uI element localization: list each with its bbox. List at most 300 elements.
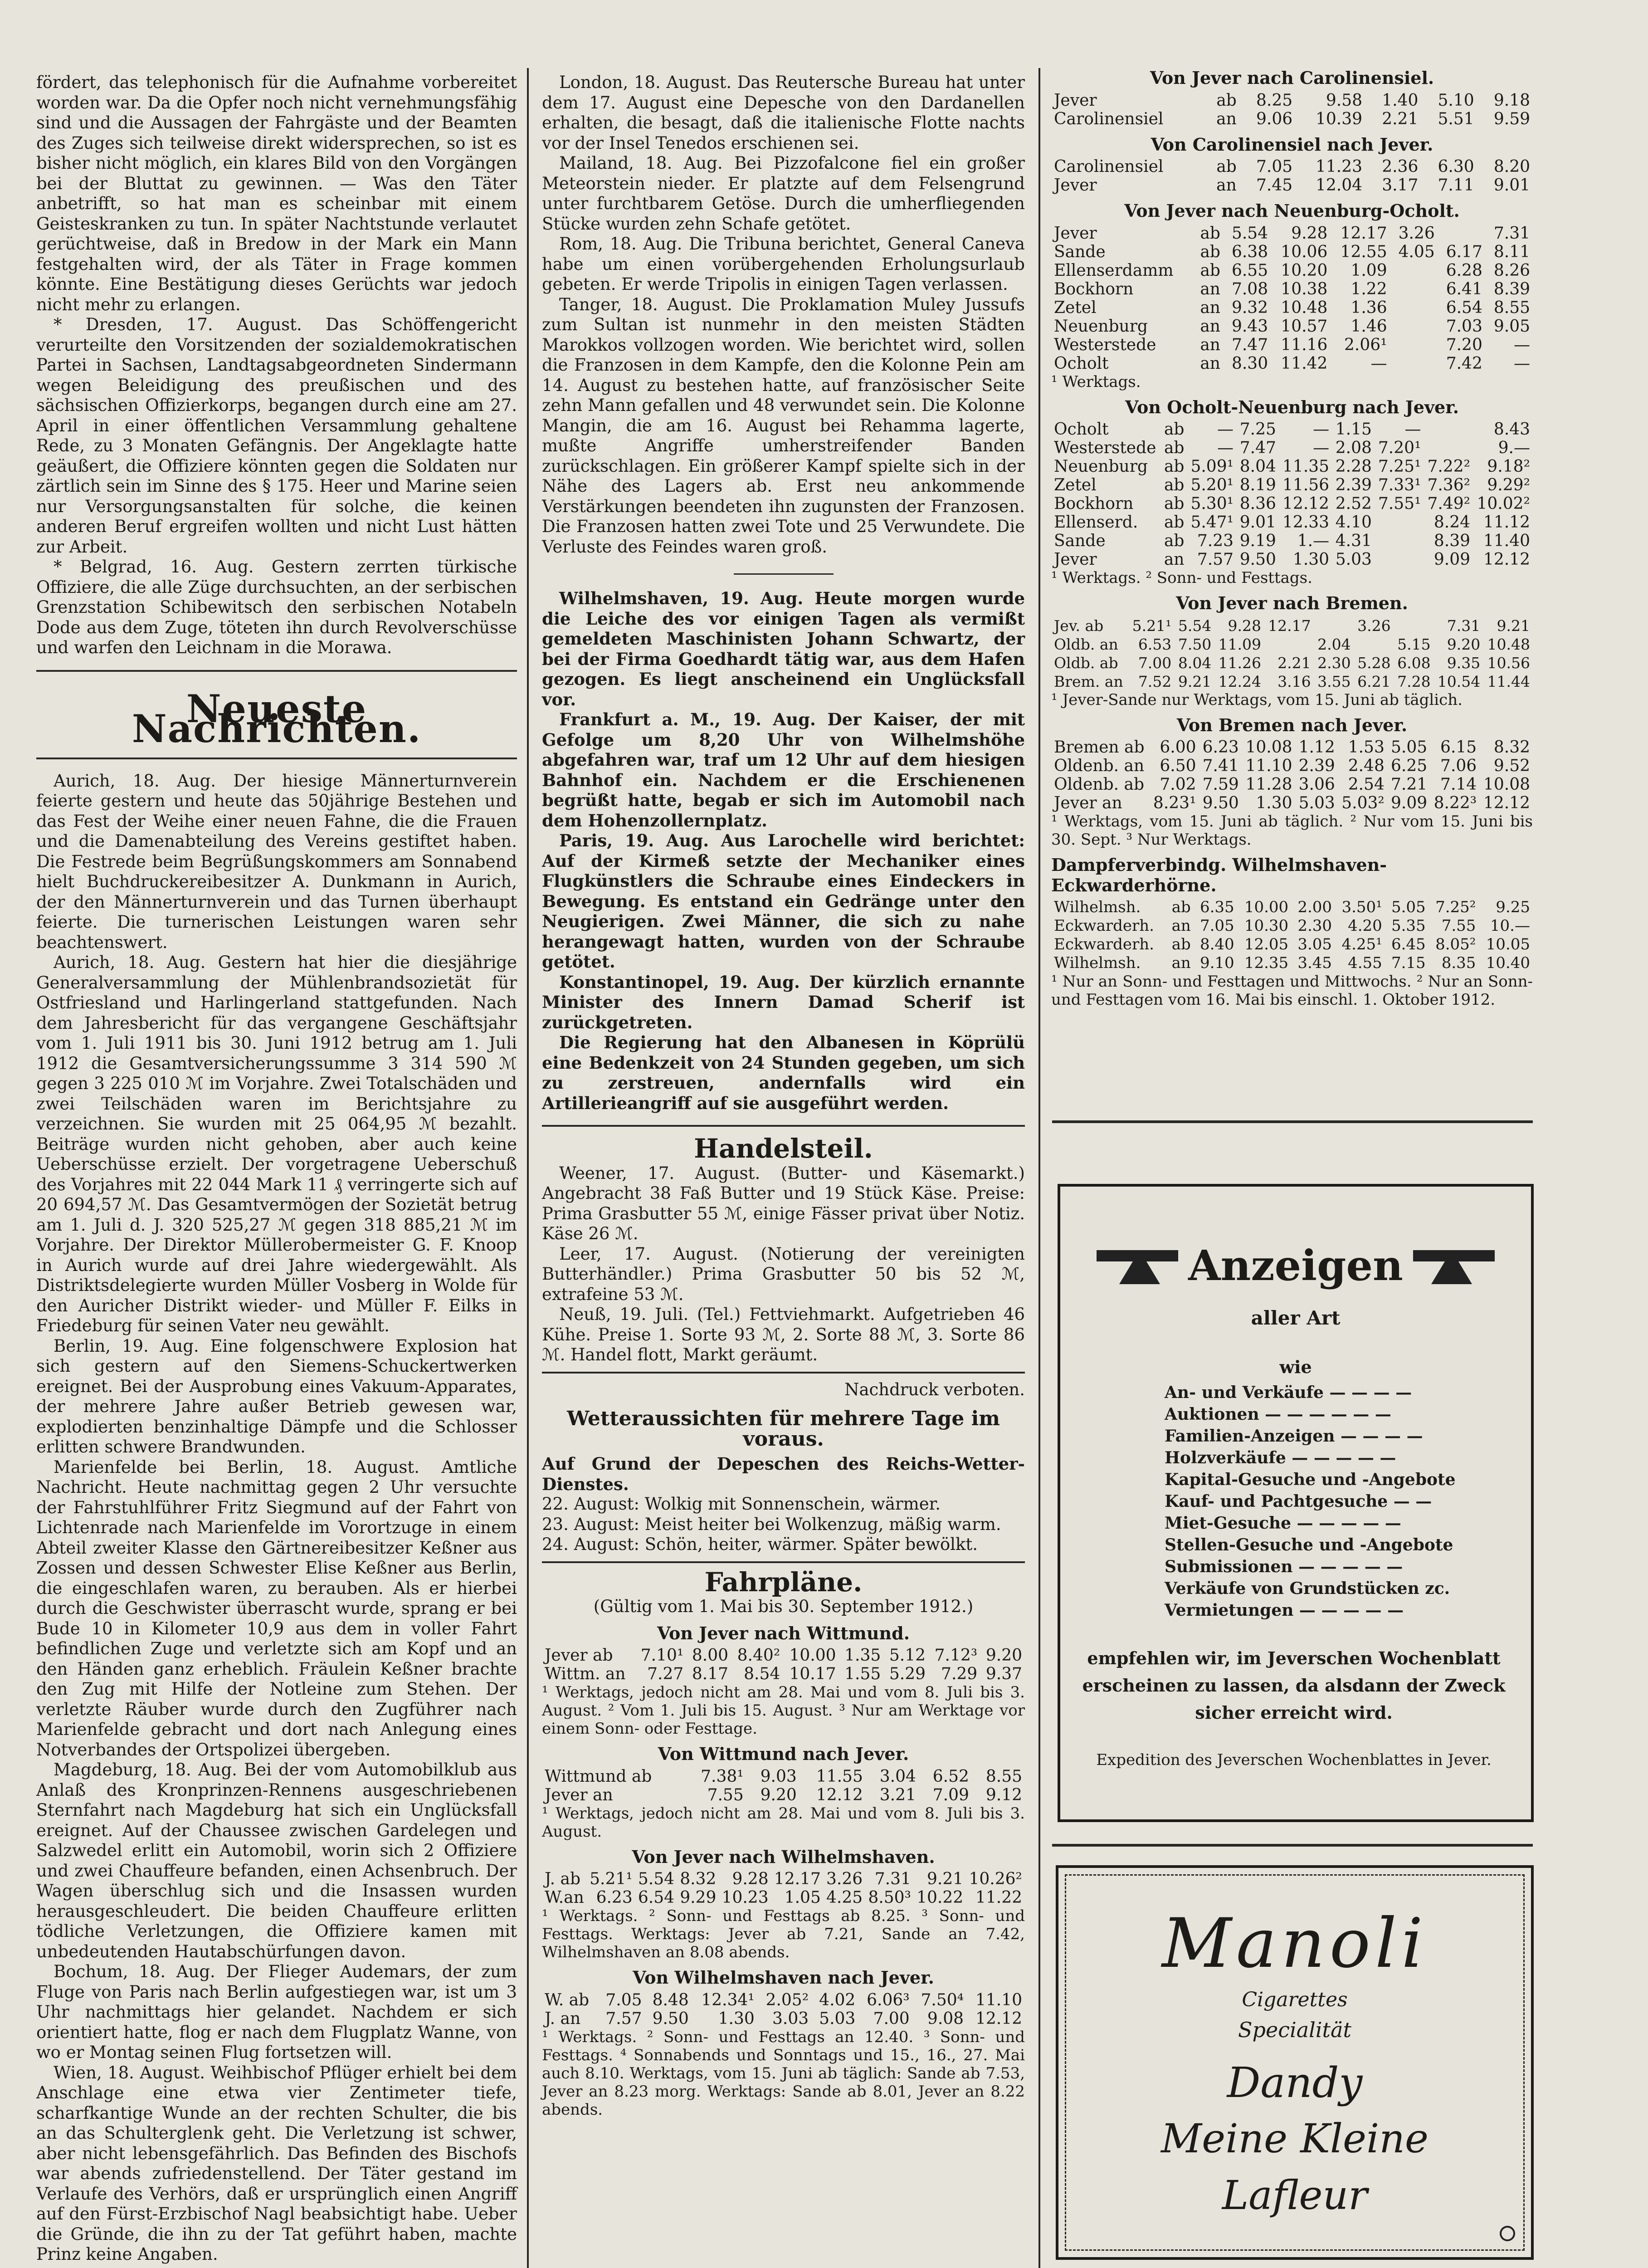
ad-publisher: Expedition des Jeverschen Wochenblattes in Jever. (1096, 1751, 1492, 1769)
timetable-row (1051, 494, 1533, 513)
time-cell: 12.34¹ (701, 1990, 755, 2009)
time-cell: 7.41 (1202, 757, 1239, 775)
ad-title: Anzeigen (1188, 1241, 1403, 1290)
time-cell: 12.17 (1340, 224, 1387, 243)
timetable-row (542, 1767, 1025, 1786)
time-cell: 10.05 (1486, 935, 1530, 953)
station-cell: W.an (545, 1888, 584, 1907)
time-cell: ab (1164, 513, 1185, 532)
time-cell: — (1514, 335, 1530, 354)
article-marienfelde: Marienfelde bei Berlin, 18. August. Amtliche Nachricht. Heute nachmittag gegen 2 Uhr versuchte der Fahrstuhlführer Fritz Siegmund auf der Fahrt von Lichtenrade nach Marienfelde im Vorortzuge in einem Abteil zweiter Klasse den Gärtnereibesitzer Keßner aus Zossen und dessen Schwester Elise Keßner aus Berlin, die eingeschlafen waren, zu berauben. Als er hierbei durch die Geschwister überrascht wurde, sprang er bei Bude 10 in Kilometer 10,9 aus dem in voller Fahrt befindlichen Zuge und verletzte sich am Kopf und an den Händen ganz erheblich. Fräulein Keßner brachte den Zug mit Hilfe der Notleine zum Stehen. Der verletzte Räuber wurde durch den Zugführer nach Marienfelde gebracht und dort nach Anlegung eines Notverbandes der Ortspolizei übergeben. (36, 1457, 517, 1760)
time-cell: 8.19 (1239, 476, 1276, 494)
time-cell: 6.45 (1391, 935, 1426, 953)
time-cell: 9.06 (1256, 109, 1293, 128)
time-cell: 6.52 (932, 1767, 969, 1786)
product-dandy: Dandy (1227, 2058, 1363, 2107)
section-heading-news: Neueste Nachrichten. (132, 686, 422, 751)
time-cell: 8.24 (1433, 513, 1471, 532)
list-item: Kapital-Gesuche und -Angebote (1165, 1470, 1456, 1489)
time-cell: 8.23¹ (1153, 794, 1196, 812)
time-cell: 3.26 (1398, 224, 1435, 243)
time-cell: 6.30 (1438, 157, 1474, 176)
time-cell: 7.22² (1427, 457, 1471, 476)
timetable-row (542, 2009, 1025, 2028)
station-cell: W. ab (545, 1990, 590, 2009)
section-heading-timetables: Fahrpläne. (704, 1566, 863, 1598)
time-cell: 7.33¹ (1378, 476, 1421, 494)
time-cell: 10.22 (917, 1888, 964, 1907)
time-cell: 3.26 (1357, 616, 1391, 635)
time-cell (1390, 317, 1438, 336)
timetable-row (542, 1991, 1025, 2009)
time-cell: 10.17 (789, 1665, 836, 1683)
time-cell: 12.17 (774, 1870, 821, 1888)
timetable-row (1051, 457, 1533, 476)
time-cell (1390, 280, 1438, 298)
time-cell: an (1171, 917, 1191, 935)
station-cell: Ocholt (1054, 420, 1109, 439)
time-cell: 4.20 (1348, 917, 1382, 935)
time-cell: 6.00 (1160, 738, 1196, 757)
time-cell: 9.58 (1326, 91, 1363, 110)
time-cell: 5.54 (638, 1870, 675, 1888)
time-cell: 12.12 (1282, 494, 1330, 513)
time-cell: 10.20 (1281, 261, 1328, 280)
time-cell: 3.16 (1277, 672, 1311, 690)
time-cell: 11.42 (1281, 354, 1328, 373)
time-cell: 7.28 (1397, 672, 1431, 690)
time-cell: 6.54 (1446, 298, 1482, 317)
time-cell: 9.50 (1202, 794, 1239, 812)
timetable-row (1051, 354, 1533, 373)
time-cell: 7.57 (605, 2009, 642, 2028)
time-cell: 7.36² (1427, 476, 1471, 494)
time-cell: 10.57 (1281, 317, 1328, 336)
column-middle (542, 73, 1025, 2119)
time-cell: 1.12 (1298, 738, 1335, 757)
station-cell: J. ab (545, 1870, 581, 1888)
ad-recommendation: empfehlen wir, im Jeverschen Wochenblatt erscheinen zu lassen, da alsdann der Zweck sicher erreicht wird. (1082, 1648, 1506, 1723)
time-cell: 8.32 (680, 1870, 717, 1888)
time-cell: 3.21 (879, 1785, 916, 1804)
station-cell: Neuenburg (1054, 317, 1148, 336)
timetable-row (1051, 280, 1533, 298)
time-cell: 9.10 (1199, 954, 1234, 972)
article-tanger: Tanger, 18. August. Die Proklamation Muley Jussufs zum Sultan ist nunmehr in den meisten Städten Marokkos vollzogen worden. Wie berichtet wird, sollen die Franzosen in dem Kampfe, den die Kolonne Pein am 14. August zu bestehen hatte, auf französischer Seite zehn Mann gefallen und 48 verwundet sein. Die Kolonne Mangin, die am 16. August bei Rehamma lagerte, mußte Angriffe umherstreifender Banden zurückschlagen. Ein größerer Kampf spielte sich in der Nähe des Lagers ab. Erst neu ankommende Verstärkungen beendeten ihn zugunsten der Franzosen. Die Franzosen hatten zwei Tote und 25 Verwundete. Die Verluste des Feindes waren groß. (542, 294, 1025, 557)
timetable-row (1051, 532, 1533, 550)
time-cell: 2.28 (1335, 457, 1372, 476)
time-cell: 7.55 (1441, 917, 1476, 935)
time-cell: 3.55 (1317, 672, 1351, 690)
reprint-notice: Nachdruck verboten. (844, 1379, 1025, 1399)
station-cell: Carolinensiel (1054, 109, 1164, 128)
time-cell: 8.26 (1493, 261, 1530, 280)
time-cell: 10.— (1490, 917, 1530, 935)
timetable-row (1051, 954, 1533, 973)
time-cell: 9.21 (1497, 616, 1530, 635)
time-cell: 7.25² (1435, 898, 1476, 916)
time-cell: 7.05 (1199, 917, 1234, 935)
time-cell: 12.33 (1282, 513, 1330, 532)
time-cell: 7.06 (1440, 757, 1477, 775)
time-cell: 9.20 (1447, 635, 1481, 653)
column-rule-right (1039, 68, 1040, 2268)
time-cell: 6.53 (1138, 635, 1172, 653)
time-cell: 6.06³ (867, 1990, 910, 2009)
time-cell: 1.15 (1335, 420, 1372, 439)
station-cell: Oldb. an (1054, 635, 1118, 653)
time-cell: 7.03 (1446, 317, 1482, 336)
time-cell: 7.05 (1256, 157, 1293, 176)
timetable-heading: Von Jever nach Wittmund. (657, 1623, 910, 1643)
time-cell: 10.40 (1486, 954, 1530, 972)
station-cell: Westerstede (1054, 439, 1156, 457)
time-cell: 12.12 (816, 1785, 863, 1804)
time-cell: 9.29 (680, 1888, 717, 1907)
time-cell: 5.21¹ (590, 1870, 633, 1888)
time-cell: 1.30 (1292, 550, 1330, 569)
time-cell: 2.05² (765, 1990, 809, 2009)
time-cell: 5.03 (1298, 794, 1335, 812)
time-cell: 9.21 (1178, 672, 1212, 690)
timetable-row (1051, 550, 1533, 569)
time-cell: 12.35 (1244, 954, 1289, 972)
time-cell: 12.17 (1268, 616, 1311, 635)
timetable-wittmund-jever (542, 1767, 1025, 1804)
time-cell: 8.39 (1493, 279, 1530, 298)
station-cell: Sande (1054, 242, 1106, 261)
station-cell: Jever (1054, 91, 1097, 110)
time-cell: ab (1164, 420, 1185, 439)
time-cell: 4.55 (1348, 954, 1382, 972)
timetable-bremen-jever (1051, 738, 1533, 812)
station-cell: J. an (545, 2009, 581, 2028)
time-cell: 9.20 (985, 1646, 1022, 1665)
timetable-row (1051, 91, 1533, 110)
time-cell: ab (1164, 494, 1185, 513)
time-cell: 8.50³ (868, 1888, 911, 1907)
time-cell: 7.31 (1447, 616, 1481, 635)
column-right (1051, 68, 1533, 1009)
time-cell: — (1404, 420, 1421, 439)
time-cell: 9.28 (1291, 224, 1328, 243)
timetable-row (1051, 757, 1533, 775)
timetable-row (1051, 775, 1533, 794)
time-cell: 2.48 (1348, 757, 1385, 775)
time-cell: 8.20 (1493, 157, 1530, 176)
time-cell: 7.15 (1391, 954, 1426, 972)
station-cell: Jever an (545, 1785, 613, 1804)
article-wien: Wien, 18. August. Weihbischof Pflüger erhielt bei dem Anschlage eine etwa vier Zentimeter tiefe, scharfkantige Wunde an der rechten Schulter, die bis an das Schulterglenk geht. Die Verletzung ist schwer, aber nicht lebensgefährlich. Das Befinden des Bischofs war abends zufriedenstellend. Der Täter gestand im Verlaufe des Verhörs, daß er ursprünglich einen Angriff auf den Fürst-Erzbischof Nagl beabsichtigt habe. Ueber die Gründe, die ihn zu der Tat geführt haben, machte Prinz keine Angaben. (36, 2063, 517, 2264)
time-cell: 9.32 (1231, 298, 1268, 317)
time-cell: 1.46 (1351, 317, 1387, 336)
time-cell: 8.25 (1256, 91, 1293, 110)
column-left (36, 73, 517, 2265)
time-cell: 9.25 (1496, 898, 1530, 916)
market-neuss: Neuß, 19. Juli. (Tel.) Fettviehmarkt. Aufgetrieben 46 Kühe. Preise 1. Sorte 93 ℳ, 2. Sorte 88 ℳ, 3. Sorte 86 ℳ. Handel flott, Markt geräumt. (542, 1305, 1025, 1364)
timetable-row (1051, 439, 1533, 457)
timetable-row (1051, 336, 1533, 354)
station-cell: Oldb. ab (1054, 654, 1118, 672)
timetable-heading: Dampferverbindg. Wilhelmshaven-Eckwarderhörne. (1051, 855, 1387, 895)
time-cell: 11.55 (816, 1767, 863, 1786)
seal-icon (1498, 2224, 1516, 2243)
time-cell: 7.42 (1446, 354, 1482, 373)
time-cell: 2.39 (1335, 476, 1372, 494)
time-cell: 9.19 (1239, 532, 1276, 550)
time-cell: 10.08 (1483, 775, 1530, 794)
article-continued: fördert, das telephonisch für die Aufnahme vorbereitet worden war. Da die Opfer noch nicht vernehmungsfähig sind und die Aussagen der Fahrgäste und der Beamten des Zuges sich teilweise direkt widersprechen, so ist es bisher nicht möglich, ein klares Bild von den Vorgängen bei der Bluttat zu gewinnen. — Was den Täter anbetrifft, so hat man es scheinbar mit einem Geisteskranken zu tun. In später Nachtstunde verlautet gerüchtweise, daß in Bredow in der Mark ein Mann festgehalten wird, der als Täter in Frage kommen könnte. Eine Bestätigung dieses Gerüchts war jedoch nicht mehr zu erlangen. (36, 73, 517, 314)
time-cell: 7.38¹ (701, 1767, 744, 1786)
time-cell: 1.40 (1382, 91, 1419, 110)
time-cell: 9.03 (760, 1767, 797, 1786)
time-cell: 8.05² (1435, 935, 1476, 953)
time-cell: 6.35 (1199, 898, 1234, 916)
time-cell: 9.43 (1231, 317, 1268, 336)
article-aurich-2: Aurich, 18. Aug. Gestern hat hier die diesjährige Generalversammlung der Mühlenbrandsozietät für Ostfriesland und Harlingerland stattgefunden. Nach dem Jahresbericht für das vergangene Geschäftsjahr vom 1. Juli 1911 bis 30. Juni 1912 betrug am 1. Juli 1912 die Gesamtversicherungssumme 3 314 590 ℳ gegen 3 225 010 ℳ im Vorjahre. Zwei Totalschäden und zwei Teilschäden waren im Berichtsjahre zu verzeichnen. Sie wurden mit 25 064,95 ℳ bezahlt. Beiträge wurden nicht gehoben, aber auch keine Ueberschüsse erzielt. Der vorgetragene Ueberschuß des Vorjahres mit 22 044 Mark 11 ₰ verringerte sich auf 20 694,57 ℳ. Das Gesamtvermögen der Sozietät betrug am 1. Juli d. J. 320 525,27 ℳ gegen 318 885,21 ℳ im Vorjahre. Der Direktor Müllerobermeister G. F. Knoop in Aurich wurde auf drei Jahre wiedergewählt. Als Distriktsdelegierte wurden Müller Vosberg in Wolde für den Auricher Distrikt wieder- und Müller F. Eilks in Friedeburg für seinen Vater neu gewählt. (36, 953, 517, 1335)
time-cell: 5.30¹ (1190, 494, 1234, 513)
time-cell: 5.51 (1438, 109, 1474, 128)
time-cell: — (1313, 420, 1330, 439)
timetable-heading: Von Jever nach Wilhelmshaven. (632, 1846, 935, 1867)
time-cell: 2.21 (1277, 654, 1311, 672)
telegram-albanesen: Die Regierung hat den Albanesen in Köprülü eine Bedenkzeit von 24 Stunden gegeben, um sich zu zerstreuen, andernfalls wird ein Artillerieangriff auf sie ausgeführt werden. (542, 1032, 1025, 1113)
timetable-notes: ¹ Jever-Sande nur Werktags, vom 15. Juni ab täglich. (1051, 690, 1463, 709)
time-cell: 8.55 (1493, 298, 1530, 317)
ad-wie: wie (1279, 1357, 1312, 1377)
time-cell: 1.05 (784, 1888, 821, 1907)
time-cell: 1.30 (718, 2009, 755, 2028)
time-cell: 9.09 (1390, 794, 1428, 812)
time-cell: 7.20¹ (1378, 439, 1421, 457)
time-cell: — (1217, 439, 1234, 457)
time-cell: 8.35 (1441, 954, 1476, 972)
time-cell: 9.05 (1493, 317, 1530, 336)
station-cell: Jever (1054, 176, 1097, 195)
time-cell: 9.28 (1228, 616, 1261, 635)
timetable-row (542, 1665, 1025, 1683)
time-cell: 5.10 (1438, 91, 1474, 110)
timetable-row (1051, 513, 1533, 532)
timetable-notes: ¹ Werktags. (1051, 372, 1141, 391)
time-cell: 3.45 (1297, 954, 1332, 972)
time-cell: 8.43 (1493, 420, 1530, 439)
product-meine-kleine: Meine Kleine (1161, 2115, 1429, 2162)
time-cell (1424, 439, 1473, 457)
time-cell: 1.— (1297, 532, 1330, 550)
time-cell: 3.06 (1298, 775, 1335, 794)
time-cell: 11.35 (1282, 457, 1330, 476)
timetable-notes: ¹ Werktags, jedoch nicht am 28. Mai und vom 8. Juli bis 3. August. (542, 1804, 1025, 1841)
time-cell: 6.17 (1446, 242, 1482, 261)
article-berlin: Berlin, 19. Aug. Eine folgenschwere Explosion hat sich gestern auf den Siemens-Schuckertwerken ereignet. Bei der Ausprobung eines Vakuum-Apparates, der mehrere Jahre außer Betrieb gewesen war, explodierten benzinhaltige Dämpfe und die Schlosser erlitten schwere Brandwunden. (36, 1336, 517, 1457)
time-cell: 3.04 (879, 1767, 916, 1786)
time-cell (1394, 616, 1433, 635)
time-cell: 6.38 (1231, 242, 1268, 261)
station-cell: Neuenburg (1054, 457, 1148, 476)
station-cell: Westerstede (1054, 335, 1156, 354)
divider (1052, 1844, 1533, 1847)
timetable-notes: ¹ Werktags. ² Sonn- und Festtags an 12.40. ³ Sonn- und Festtags. ⁴ Sonnabends und Sonntags und 15., 16., 27. Mai auch 8.10. Werktags, vom 15. Juni ab täglich: Sande ab 7.53, Jever an 8.23 morg. Werktags: Sande ab 8.01, Jever an 8.22 abends. (542, 2028, 1025, 2119)
time-cell: an (1200, 354, 1220, 373)
time-cell: 11.40 (1483, 532, 1530, 550)
time-cell: 5.03 (1335, 550, 1372, 569)
time-cell: 10.00 (1244, 898, 1289, 916)
list-item: Miet-Gesuche — — — — — (1165, 1514, 1401, 1533)
time-cell: 1.53 (1348, 738, 1385, 757)
wing-ornament-icon (1409, 1241, 1499, 1291)
time-cell (1424, 420, 1473, 439)
time-cell: 8.55 (985, 1767, 1022, 1786)
article-bochum: Bochum, 18. Aug. Der Flieger Audemars, der zum Fluge von Paris nach Berlin aufgestiegen war, ist um 3 Uhr nachmittags hier gelandet. Nachdem er sich orientiert hatte, flog er nach dem Flugplatz Wanne, von wo er Montag seinen Flug fortsetzen will. (36, 1962, 517, 2062)
time-cell: 10.02² (1477, 494, 1530, 513)
list-item: Familien-Anzeigen — — — — (1165, 1427, 1423, 1446)
time-cell: 9.59 (1493, 109, 1530, 128)
time-cell: 8.22³ (1433, 794, 1477, 812)
time-cell: 11.23 (1316, 157, 1363, 176)
time-cell: 1.35 (844, 1646, 881, 1665)
time-cell: ab (1164, 439, 1185, 457)
station-cell: Brem. an (1054, 672, 1123, 690)
timetable-row (1051, 420, 1533, 439)
time-cell: 9.29² (1487, 476, 1530, 494)
timetable-row (1051, 898, 1533, 917)
station-cell: Zetel (1054, 298, 1097, 317)
time-cell: 6.23 (596, 1888, 633, 1907)
article-london: London, 18. August. Das Reutersche Bureau hat unter dem 17. August eine Depesche von den Dardanellen erhalten, die besagt, daß die italienische Flotte nachts vor der Insel Tenedos erschienen sei. (542, 73, 1025, 153)
time-cell: 5.03² (1341, 794, 1385, 812)
station-cell: Sande (1054, 532, 1106, 550)
time-cell: — (1217, 420, 1234, 439)
time-cell: 8.00 (692, 1646, 729, 1665)
time-cell: 9.35 (1447, 654, 1481, 672)
time-cell: 6.15 (1440, 738, 1477, 757)
timetable-row (1051, 794, 1533, 812)
time-cell: 3.17 (1382, 176, 1419, 195)
time-cell: 7.25¹ (1378, 457, 1421, 476)
time-cell: 12.05 (1244, 935, 1289, 953)
time-cell: ab (1171, 898, 1191, 916)
time-cell: 12.12 (1483, 794, 1530, 812)
list-item: Kauf- und Pachtgesuche — — (1165, 1492, 1432, 1511)
timetable-heading: Von Bremen nach Jever. (1176, 714, 1408, 735)
time-cell: 5.28 (1357, 654, 1391, 672)
station-cell: Jever (1054, 550, 1097, 569)
article-aurich-1: Aurich, 18. Aug. Der hiesige Männerturnverein feierte gestern und heute das 50jährige Bestehen und das Fest der Weihe einer neuen Fahne, die die Frauen und die Damenabteilung des Vereins gestiftet haben. Die Festrede beim Begrüßungskommers am Sonnabend hielt Buchdruckereibesitzer A. Dunkmann in Aurich, der den Männerturnverein und das Turnen überhaupt feierte. Die turnerischen Leistungen waren sehr beachtenswert. (36, 771, 517, 952)
time-cell: 7.31 (1493, 224, 1530, 243)
time-cell: 11.09 (1218, 635, 1261, 653)
time-cell: 4.25¹ (1341, 935, 1382, 953)
brand-specialty: Specialität (1238, 2018, 1351, 2042)
list-item: Verkäufe von Grundstücken zc. (1165, 1579, 1450, 1598)
time-cell: — (1313, 439, 1330, 457)
time-cell: 5.35 (1391, 917, 1426, 935)
brand-name: Manoli (1162, 1904, 1428, 1983)
time-cell: 7.14 (1440, 775, 1477, 794)
time-cell: 8.04 (1178, 654, 1212, 672)
time-cell: 9.28 (732, 1870, 769, 1888)
time-cell: 10.00 (789, 1646, 836, 1665)
telegram-wilhelmshaven: Wilhelmshaven, 19. Aug. Heute morgen wurde die Leiche des vor einigen Tagen als vermißt gemeldeten Maschinisten Johann Schwartz, der bei der Firma Goedhardt tätig war, aus dem Hafen gezogen. Es liegt anscheinend ein Unglücksfall vor. (542, 588, 1025, 709)
market-leer: Leer, 17. August. (Notierung der vereinigten Butterhändler.) Prima Grasbutter 50 bis 52 ℳ, extrafeine 53 ℳ. (542, 1244, 1025, 1304)
station-cell: Ellenserd. (1054, 513, 1138, 532)
timetable-validity: (Gültig vom 1. Mai bis 30. September 1912.) (593, 1597, 974, 1616)
time-cell (1375, 513, 1424, 532)
ad-subtitle: aller Art (1251, 1307, 1341, 1329)
station-cell: Zetel (1054, 476, 1097, 494)
telegram-paris: Paris, 19. Aug. Aus Larochelle wird berichtet: Auf der Kirmeß setzte der Mechaniker eines Flugkünstlers die Schraube eines Eindeckers in Bewegung. Es entstand ein Gedränge unter den Neugierigen. Zwei Männer, die sich zu nahe herangewagt hatten, wurden von der Schraube getötet. (542, 831, 1025, 972)
time-cell: 1.55 (844, 1665, 881, 1683)
weather-day-2: 23. August: Meist heiter bei Wolkenzug, mäßig warm. (542, 1514, 1001, 1534)
time-cell: ab (1216, 91, 1237, 110)
time-cell: 2.39 (1298, 757, 1335, 775)
timetable-row (1051, 243, 1533, 261)
timetable-row (542, 1888, 1025, 1907)
station-cell: Wittmund ab (545, 1767, 652, 1786)
time-cell: 5.54 (1231, 224, 1268, 243)
station-cell: Oldenb. an (1054, 757, 1145, 775)
time-cell: an (1216, 109, 1237, 128)
time-cell: 3.03 (772, 2009, 809, 2028)
timetable-notes: ¹ Werktags. ² Sonn- und Festtags ab 8.25. ³ Sonn- und Festtags. Werktags: Jever ab 7.21, Sande an 7.42, Wilhelmshaven an 8.08 abends. (542, 1907, 1025, 1961)
time-cell: 8.32 (1493, 738, 1530, 757)
time-cell: an (1200, 298, 1220, 317)
timetable-wilhelmshaven-jever (542, 1991, 1025, 2028)
time-cell: 6.21 (1357, 672, 1391, 690)
section-heading-weather: Wetteraussichten für mehrere Tage im voraus. (567, 1407, 1000, 1451)
time-cell: an (1200, 279, 1220, 298)
time-cell: 11.12 (1483, 513, 1530, 532)
time-cell: 7.10¹ (640, 1646, 684, 1665)
station-cell: Eckwarderh. (1054, 917, 1154, 935)
time-cell: 7.47 (1239, 439, 1276, 457)
station-cell: Ellenserdamm (1054, 261, 1174, 280)
time-cell: 7.09 (932, 1785, 969, 1804)
timetable-row (1051, 935, 1533, 954)
station-cell: Jever an (1054, 794, 1122, 812)
timetable-notes: ¹ Werktags. ² Sonn- und Festtags. (1051, 569, 1312, 587)
time-cell: an (1200, 335, 1220, 354)
time-cell (1438, 224, 1485, 243)
time-cell: 10.26² (969, 1870, 1022, 1888)
time-cell (1390, 354, 1438, 373)
article-belgrad: * Belgrad, 16. Aug. Gestern zerrten türkische Offiziere, die alle Züge durchsuchten, an der serbischen Grenzstation Schibewitsch den serbischen Notabeln Dode aus dem Zuge, töteten ihn durch Revolverschüsse und warfen den Leichnam in die Morawa. (36, 557, 517, 657)
timetable-heading: Von Jever nach Bremen. (1176, 593, 1408, 613)
product-lafleur: Lafleur (1222, 2172, 1368, 2219)
timetable-row (1051, 917, 1533, 935)
article-mailand: Mailand, 18. Aug. Bei Pizzofalcone fiel ein großer Meteorstein nieder. Er platzte auf dem Felsengrund unter furchtbarem Getöse. Durch die umherfliegenden Stücke wurden zehn Schafe getötet. (542, 153, 1025, 234)
time-cell: 11.10 (1245, 757, 1292, 775)
time-cell: 7.20 (1446, 335, 1482, 354)
time-cell: 2.54 (1348, 775, 1385, 794)
weather-intro: Auf Grund der Depeschen des Reichs-Wetter-Dienstes. (542, 1454, 1025, 1494)
timetable-notes: ¹ Werktags, vom 15. Juni ab täglich. ² Nur vom 15. Juni bis 30. Sept. ³ Nur Werktags. (1051, 812, 1533, 849)
station-cell: Oldenb. ab (1054, 775, 1145, 794)
station-cell: Wilhelmsh. (1054, 898, 1141, 916)
time-cell: ab (1200, 261, 1220, 280)
time-cell: 9.01 (1493, 176, 1530, 195)
time-cell: 7.31 (874, 1870, 911, 1888)
station-cell: Bremen ab (1054, 738, 1145, 757)
time-cell: 10.54 (1437, 672, 1481, 690)
time-cell: 7.27 (647, 1665, 684, 1683)
divider (542, 1561, 1025, 1563)
time-cell: an (1216, 176, 1237, 195)
list-item: An- und Verkäufe — — — — (1165, 1383, 1412, 1402)
time-cell: 7.08 (1231, 279, 1268, 298)
time-cell: 5.21¹ (1132, 616, 1172, 635)
station-cell: Wilhelmsh. (1054, 954, 1141, 972)
